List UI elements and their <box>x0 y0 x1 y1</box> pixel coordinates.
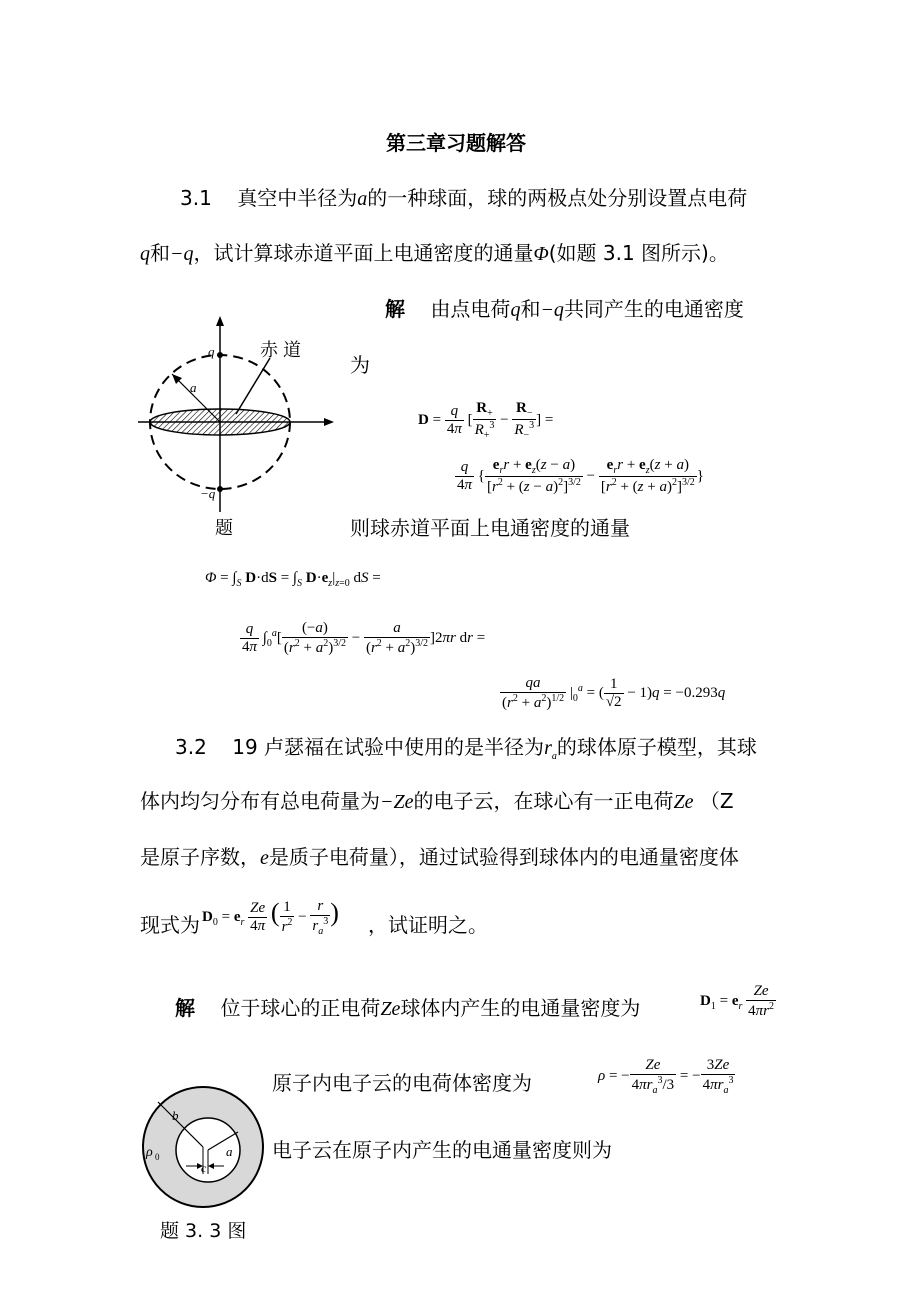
solution-label: 解 <box>385 297 405 321</box>
problem-3-1-line1: 3.1 真空中半径为a的一种球面，球的两极点处分别设置点电荷 <box>180 186 748 210</box>
problem-3-2-line3: 是原子序数，e是质子电荷量），通过试验得到球体内的电通量密度体 <box>140 845 739 869</box>
charge-q-label: q <box>208 344 215 359</box>
equation-d-line1: D = $\frac{q}{4\pi}$ [ $\frac{R_+}{R_+^3}$ − $\frac{R_-}{R_-^3}$ ] = <box>418 400 554 441</box>
sphere-diagram <box>138 312 338 512</box>
equation-d-line2: $\frac{q}{4\pi}$ { $\frac{e_rr + e_z(z - a)}{[r^2 + (z - a)^2]^{3/2}}$ − $\frac{e_rr + e_z(z + a)}{[r^2 + (z + a)^2]^{3/2}}$ } <box>457 457 704 495</box>
problem-number: 3.2 <box>175 735 207 759</box>
equator-label: 赤 道 <box>260 340 302 360</box>
figure-3-3 <box>138 1082 268 1212</box>
offset-c-label: c <box>201 1161 207 1175</box>
problem-3-2-line4: 现式为 <box>140 913 200 937</box>
radius-a-label: a <box>190 380 197 395</box>
figure-3-1 <box>138 312 338 512</box>
solution-3-1-wei: 为 <box>350 353 370 377</box>
equation-d0: $D_0 = e_r$ $\frac{Ze}{4\pi}$ ( $\frac{1}{r^2}$ − $\frac{r}{r_a^3}$ ) <box>202 898 339 938</box>
page-title: 第三章习题解答 <box>386 131 526 155</box>
problem-3-1-line2: q和−q，试计算球赤道平面上电通密度的通量Φ(如题 3.1 图所示)。 <box>140 241 729 265</box>
figure-3-3-caption: 题 3. 3 图 <box>160 1220 247 1242</box>
inner-radius-a-label: a <box>226 1144 233 1159</box>
solution-label: 解 <box>175 996 195 1020</box>
equation-d1: $D_1 = e_r$ $\frac{Ze}{4\pi r^2}$ <box>700 983 774 1019</box>
problem-3-2-line1: 3.2 19 卢瑟福在试验中使用的是半径为$r_a$的球体原子模型，其球 <box>175 735 757 762</box>
solution-3-1-then: 则球赤道平面上电通密度的通量 <box>350 516 630 540</box>
equation-flux-line2: $\frac{q}{4\pi}$ $\int_0^a$[ $\frac{(-a)}{(r^2 + a^2)^{3/2}}$ − $\frac{a}{(r^2 + a^2)^{3/2}}$ ]2πr dr = <box>242 620 486 656</box>
solution-3-2-line1: 解 位于球心的正电荷Ze球体内产生的电通量密度为 <box>175 996 641 1020</box>
equation-flux-line1: $\Phi = \int_S$ $D\cdot dS = \int_S$ $D\cdot e_z|_{z=0}$ dS = <box>205 570 381 589</box>
solution-3-2-line3: 电子云在原子内产生的电通量密度则为 <box>272 1138 612 1162</box>
charge-density-label: ρ <box>146 1145 153 1160</box>
equation-rho: ρ = − $\frac{Ze}{4\pi r_a^3/3}$ = − $\frac{3Ze}{4\pi r_a^3}$ <box>598 1057 734 1096</box>
equation-flux-line3: $\frac{qa}{(r^2 + a^2)^{1/2}}$ $|_0^a$ = ( $\frac{1}{√2}$ − 1)q = −0.293q <box>502 675 726 711</box>
solution-3-2-line2: 原子内电子云的电荷体密度为 <box>272 1071 532 1095</box>
outer-radius-b-label: b <box>172 1108 179 1123</box>
problem-3-2-line4-end: ，试证明之。 <box>368 913 488 937</box>
problem-3-2-line2: 体内均匀分布有总电荷量为−Ze的电子云，在球心有一正电荷Ze （Z <box>140 789 734 813</box>
figure-3-1-caption: 题 <box>215 518 233 539</box>
problem-number: 3.1 <box>180 186 212 210</box>
charge-neg-q-label: −q <box>200 486 216 501</box>
solution-3-1-line1: 解 由点电荷q和−q共同产生的电通密度 <box>385 297 744 321</box>
shell-diagram <box>138 1082 268 1212</box>
charge-density-subscript: 0 <box>155 1152 160 1162</box>
